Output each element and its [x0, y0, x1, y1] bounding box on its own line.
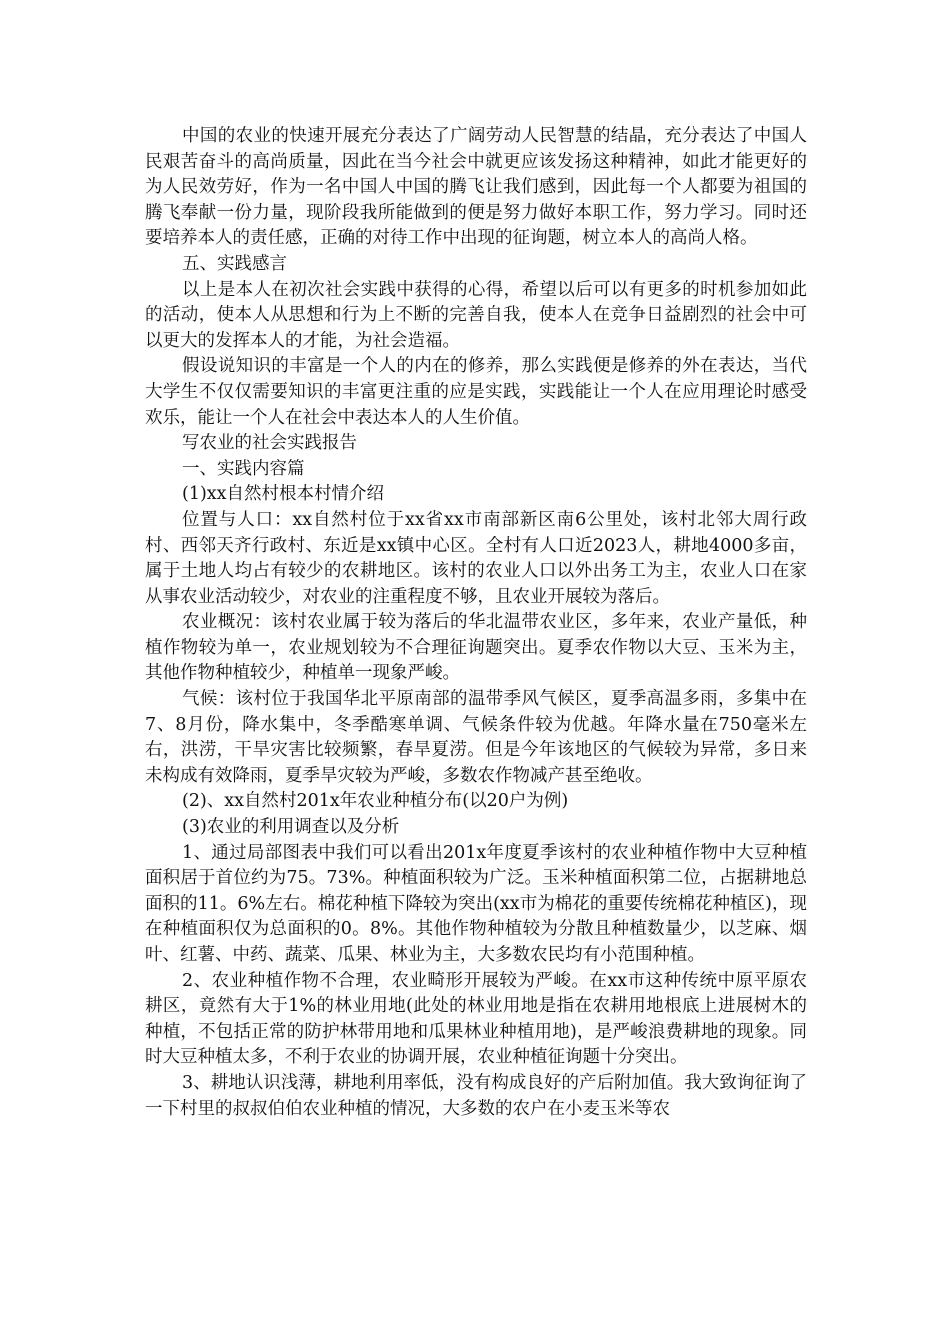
paragraph: 气候：该村位于我国华北平原南部的温带季风气候区，夏季高温多雨，多集中在7、8月份，降水集中，冬季酷寒单调、气候条件较为优越。年降水量在750毫米左右，洪涝，干旱灾害比较频繁，春旱夏涝。但是今年该地区的气候较为异常，多日来未构成有效降雨，夏季旱灾较为严峻，多数农作物减产甚至绝收。 — [145, 689, 807, 786]
subsection-heading: (1)xx自然村根本村情介绍 — [182, 484, 385, 505]
paragraph: 农业概况：该村农业属于较为落后的华北温带农业区，多年来，农业产量低，种植作物较为单一，农业规划较为不合理征询题突出。夏季农作物以大豆、玉米为主，其他作物种植较少，种植单一现象严峻。 — [145, 612, 807, 684]
paragraph: 3、耕地认识浅薄，耕地利用率低，没有构成良好的产后附加值。我大致询征询了一下村里的叔叔伯伯农业种植的情况，大多数的农户在小麦玉米等农 — [145, 1072, 807, 1119]
paragraph: 2、农业种植作物不合理，农业畸形开展较为严峻。在xx市这种传统中原平原农耕区，竟然有大于1%的林业用地(此处的林业用地是指在农耕用地根底上进展树木的种植，不包括正常的防护林带用地和瓜果林业种植用地)，是严峻浪费耕地的现象。同时大豆种植太多，不利于农业的协调开展，农业种植征询题十分突出。 — [145, 970, 807, 1068]
subsection-heading: (2)、xx自然村201x年农业种植分布(以20户为例) — [182, 791, 569, 812]
paragraph: 1、通过局部图表中我们可以看出201x年度夏季该村的农业种植作物中大豆种植面积居于首位约为75。73%。种植面积较为广泛。玉米种植面积第二位，占据耕地总面积的11。6%左右。棉花种植下降较为突出(xx市为棉花的重要传统棉花种植区)，现在种植面积仅为总面积的0。8%。其他作物种植较为分散且种植数量少，以芝麻、烟叶、红薯、中药、蔬菜、瓜果、林业为主，大多数农民均有小范围种植。 — [145, 842, 807, 965]
report-title: 写农业的社会实践报告 — [182, 433, 357, 454]
paragraph: 假设说知识的丰富是一个人的内在的修养，那么实践便是修养的外在表达，当代大学生不仅仅需要知识的丰富更注重的应是实践，实践能让一个人在应用理论时感受欢乐，能让一个人在社会中表达本人的人生价值。 — [145, 356, 807, 428]
section-heading: 五、实践感言 — [182, 253, 287, 274]
document-body — [145, 124, 807, 1122]
section-heading: 一、实践内容篇 — [182, 458, 305, 479]
paragraph: 中国的农业的快速开展充分表达了广阔劳动人民智慧的结晶，充分表达了中国人民艰苦奋斗的高尚质量，因此在当今社会中就更应该发扬这种精神，如此才能更好的为人民效劳好，作为一名中国人中国的腾飞让我们感到，因此每一个人都要为祖国的腾飞奉献一份力量，现阶段我所能做到的便是努力做好本职工作，努力学习。同时还要培养本人的责任感，正确的对待工作中出现的征询题，树立本人的高尚人格。 — [145, 126, 807, 249]
paragraph: 以上是本人在初次社会实践中获得的心得，希望以后可以有更多的时机参加如此的活动，使本人从思想和行为上不断的完善自我，使本人在竞争日益剧烈的社会中可以更大的发挥本人的才能，为社会造福。 — [145, 279, 807, 351]
subsection-heading: (3)农业的利用调查以及分析 — [182, 817, 400, 838]
paragraph: 位置与人口：xx自然村位于xx省xx市南部新区南6公里处，该村北邻大周行政村、西邻天齐行政村、东近是xx镇中心区。全村有人口近2023人，耕地4000多亩，属于土地人均占有较少的农耕地区。该村的农业人口以外出务工为主，农业人口在家从事农业活动较少，对农业的注重程度不够，且农业开展较为落后。 — [145, 509, 807, 607]
